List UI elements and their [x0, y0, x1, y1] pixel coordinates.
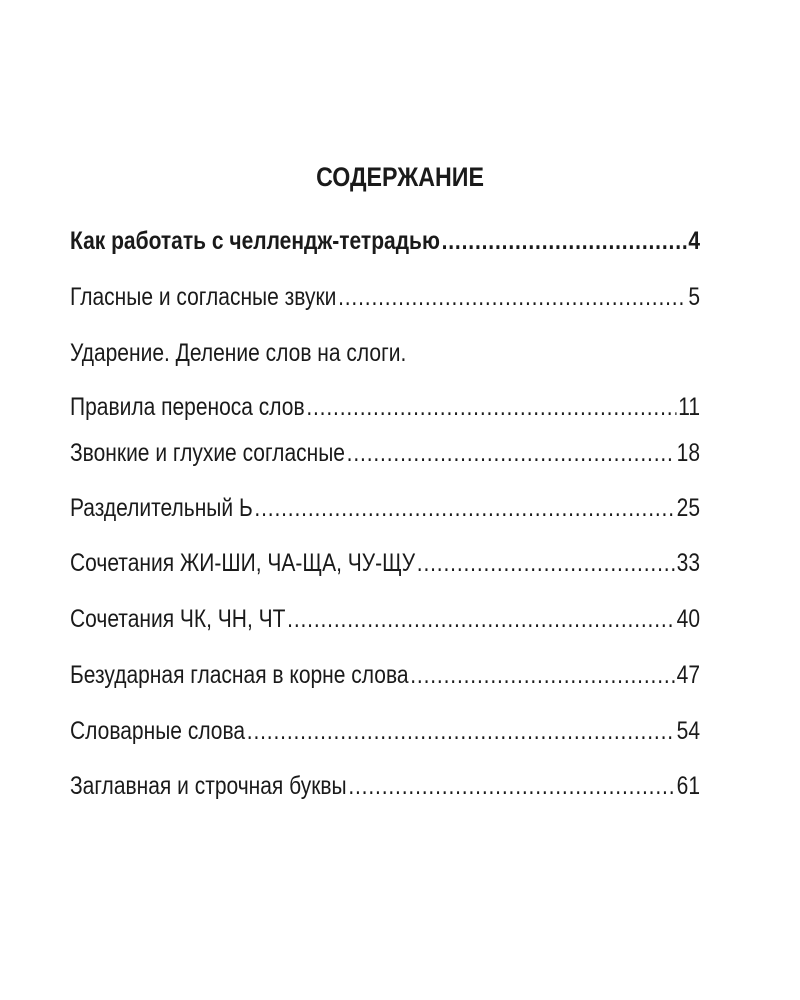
toc-page-number: 4: [688, 227, 700, 255]
toc-entry: [70, 769, 700, 803]
toc-entry-line: [70, 769, 700, 803]
toc-page-number: 47: [676, 661, 700, 689]
toc-entry-line: [70, 390, 700, 424]
toc-entry-line: [70, 658, 700, 692]
toc-entry-first-line: Ударение. Деление слов на слоги.: [70, 339, 407, 367]
toc-leader-dots: [410, 658, 675, 692]
toc-entry-title: Сочетания ЧК, ЧН, ЧТ: [70, 605, 286, 633]
toc-leader-dots: [306, 390, 676, 424]
toc-entry: [70, 602, 700, 636]
toc-entry-title: Заглавная и строчная буквы: [70, 772, 347, 800]
toc-entry-title: Правила переноса слов: [70, 393, 305, 421]
toc-entry-line: [70, 546, 700, 580]
toc-page-number: 11: [678, 393, 700, 421]
toc-leader-dots: [338, 280, 687, 314]
toc-entry: [70, 491, 700, 525]
toc-entry: [70, 280, 700, 314]
toc-entry: [70, 336, 700, 424]
toc-entry-line: [70, 280, 700, 314]
toc-leader-dots: [442, 224, 687, 258]
toc-page-number: 18: [676, 439, 700, 467]
toc-entry-line: [70, 436, 700, 470]
toc-entry-line: [70, 491, 700, 525]
toc-entry-title: Словарные слова: [70, 717, 246, 745]
toc-entry-title: Гласные и согласные звуки: [70, 283, 337, 311]
toc-entry-title: Сочетания ЖИ-ШИ, ЧА-ЩА, ЧУ-ЩУ: [70, 549, 416, 577]
toc-leader-dots: [417, 546, 675, 580]
toc-leader-dots: [347, 436, 675, 470]
toc-entry: [70, 658, 700, 692]
toc-page-number: 25: [676, 494, 700, 522]
toc-entry-line: [70, 602, 700, 636]
toc-entry: [70, 714, 700, 748]
toc-leader-dots: [254, 491, 675, 525]
toc-entry-line: [70, 224, 700, 258]
toc-page-number: 54: [676, 717, 700, 745]
toc-entry-title: Разделительный Ь: [70, 494, 253, 522]
toc-entry-line: [70, 714, 700, 748]
toc-entry: [70, 436, 700, 470]
toc-leader-dots: [247, 714, 675, 748]
page-title: СОДЕРЖАНИЕ: [316, 162, 484, 192]
toc-entry-title: Безударная гласная в корне слова: [70, 661, 409, 689]
toc-page-number: 5: [688, 283, 700, 311]
toc-page-number: 33: [676, 549, 700, 577]
toc-page-number: 61: [676, 772, 700, 800]
toc-entry: [70, 546, 700, 580]
toc-entry: [70, 224, 700, 258]
toc-page-number: 40: [676, 605, 700, 633]
toc-entry-title: Звонкие и глухие согласные: [70, 439, 345, 467]
toc-entry-title: Как работать с челлендж-тетрадью: [70, 227, 440, 255]
toc-leader-dots: [348, 769, 675, 803]
toc-leader-dots: [287, 602, 675, 636]
